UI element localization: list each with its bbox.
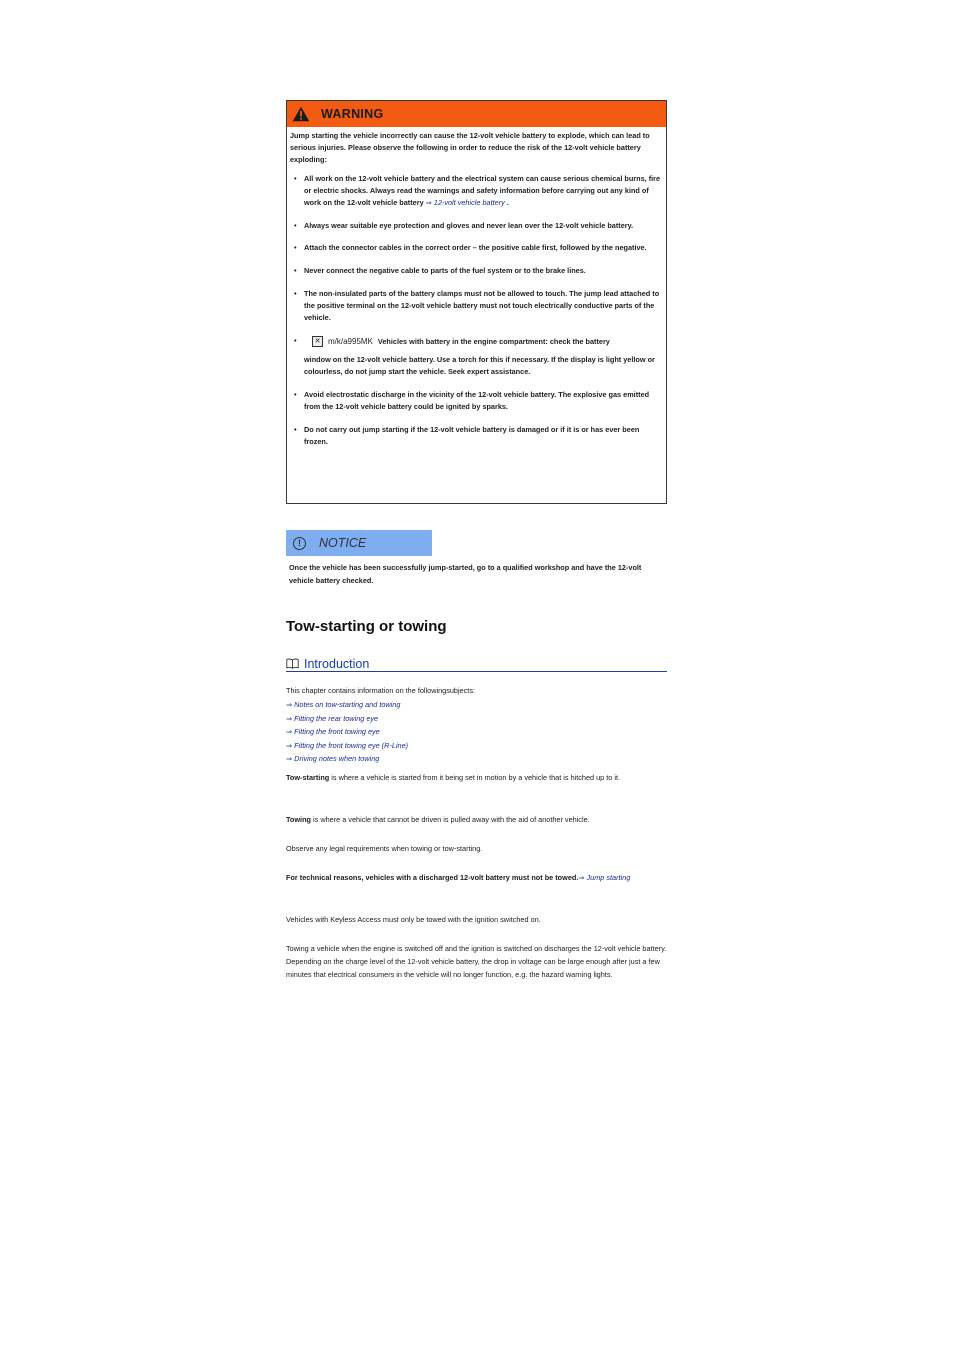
links-block — [286, 684, 667, 766]
warning-triangle-icon — [292, 106, 310, 122]
warning-item — [290, 335, 662, 378]
warning-item-heading: Vehicles with battery in the engine compartment: check the battery — [377, 336, 610, 346]
warning-title: WARNING — [321, 107, 384, 121]
paragraph: Towing a vehicle when the engine is switched off and the ignition is switched on discharges the 12-volt vehicle battery. Depending on the charge level of the 12-volt vehicle battery, the drop in voltage can be large enough after just a few minutes that electrical consumers in the vehicle will no longer function, e.g. the hazard warning lights. — [286, 944, 667, 979]
warning-item: • Attach the connector cables in the correct order – the positive cable first, followed by the negative. — [290, 242, 662, 254]
battery-section-link[interactable]: ⇒ 12-volt vehicle battery — [425, 198, 505, 208]
notice-header — [286, 530, 432, 556]
paragraph: Vehicles with Keyless Access must only be towed with the ignition switched on. — [286, 915, 541, 924]
book-icon — [286, 658, 299, 669]
image-placeholder-label: m/k/a995MK — [328, 336, 373, 346]
warning-item-text: window on the 12-volt vehicle battery. Use a torch for this if necessary. If the display is light yellow or colourless, do not jump start the vehicle. Seek expert assistance. — [304, 354, 655, 377]
paragraph-text: is where a vehicle is started from it being set in motion by a vehicle that is hitched up to it. — [329, 773, 621, 782]
paragraph: Observe any legal requirements when towing or tow-starting. — [286, 844, 483, 853]
notice-text: Once the vehicle has been successfully jump-started, go to a qualified workshop and have the 12-volt vehicle battery checked. — [289, 563, 642, 585]
warning-item: • Do not carry out jump starting if the 12-volt vehicle battery is damaged or if it is or has ever been frozen. — [290, 424, 662, 448]
section-title: Tow-starting or towing — [286, 618, 447, 635]
warning-item: • Never connect the negative cable to parts of the fuel system or to the brake lines. — [290, 265, 662, 277]
notice-title: NOTICE — [319, 536, 367, 550]
warning-box — [286, 100, 667, 504]
exclamation-circle-icon: ! — [293, 537, 306, 550]
jump-starting-link[interactable]: ⇒ Jump starting — [578, 873, 631, 882]
subsection-header — [286, 656, 667, 672]
subject-link[interactable]: ⇒ Fitting the front towing eye — [286, 727, 380, 736]
intro-text: This chapter contains information on the followingsubjects: — [286, 686, 476, 695]
warning-header — [287, 101, 666, 127]
term-bold: Tow-starting — [286, 773, 330, 782]
warning-item: • Always wear suitable eye protection and gloves and never lean over the 12-volt vehicle battery. — [290, 220, 662, 232]
broken-image-icon: • ✕ — [312, 336, 323, 347]
paragraph — [286, 871, 667, 884]
paragraph — [286, 813, 667, 826]
warning-intro: Jump starting the vehicle incorrectly can cause the 12-volt vehicle battery to explode, which can lead to serious injuries. Please observe the following in order to reduce the risk of the 12-volt vehicle battery exploding: — [290, 131, 650, 165]
subject-link[interactable]: ⇒ Fitting the rear towing eye — [286, 713, 379, 723]
term-bold: Towing — [286, 815, 311, 824]
subject-links — [286, 698, 667, 766]
paragraph — [286, 771, 667, 784]
warning-list — [290, 173, 662, 449]
subsection-title: Introduction — [304, 656, 370, 671]
subject-link[interactable]: ⇒ Driving notes when towing — [286, 754, 380, 763]
warning-item-suffix: . — [504, 198, 509, 208]
subject-link[interactable]: ⇒ Fitting the front towing eye (R-Line) — [286, 740, 409, 750]
warning-item-text: All work on the 12-volt vehicle battery and the electrical system can cause serious chemical burns, fire or electric shocks. Always read the warnings and safety information before carrying out any kind of work on the 12-volt vehicle battery — [304, 173, 661, 208]
subject-link[interactable]: ⇒ Notes on tow-starting and towing — [286, 700, 401, 709]
bold-statement: For technical reasons, vehicles with a discharged 12-volt battery must not be towed. — [286, 873, 579, 882]
warning-item — [290, 173, 662, 210]
warning-item: • Avoid electrostatic discharge in the vicinity of the 12-volt vehicle battery. The explosive gas emitted from the 12-volt vehicle battery could be ignited by sparks. — [290, 389, 662, 413]
paragraph-text: is where a vehicle that cannot be driven is pulled away with the aid of another vehicle. — [311, 815, 590, 824]
warning-item: • The non-insulated parts of the battery clamps must not be allowed to touch. The jump lead attached to the positive terminal on the 12-volt vehicle battery must not touch electrically conductive parts of the vehicle. — [290, 288, 662, 325]
